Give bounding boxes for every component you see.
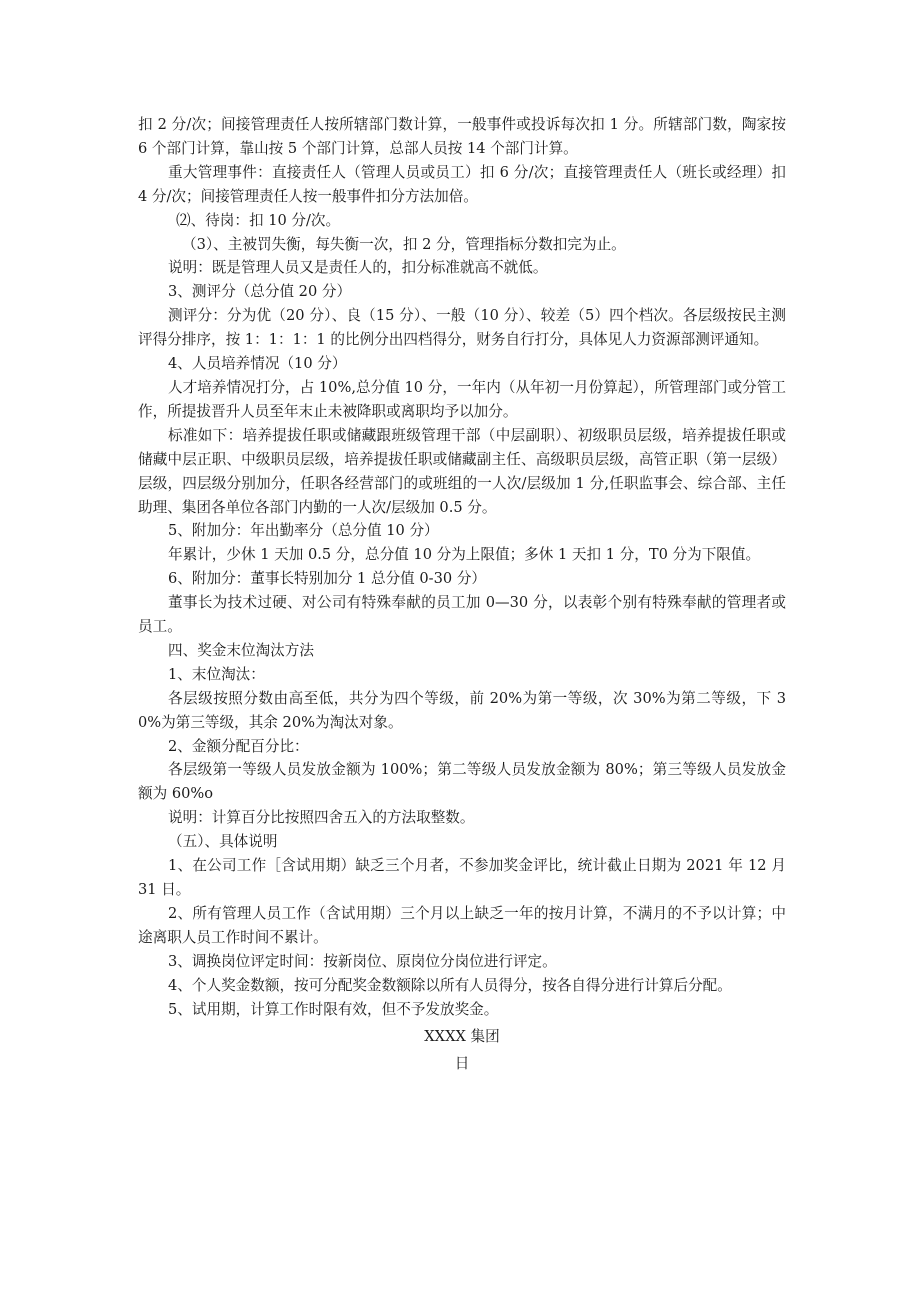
paragraph-note-5: 5、试用期，计算工作时限有效，但不予发放奖金。 xyxy=(168,1000,499,1018)
heading-specific-notes: （五）、具体说明 xyxy=(168,833,278,851)
paragraph-standby: ⑵、待岗：扣 10 分/次。 xyxy=(176,211,341,229)
paragraph-note-3: 3、调换岗位评定时间：按新岗位、原岗位分岗位进行评定。 xyxy=(168,952,557,970)
paragraph-evaluation-score: 测评分：分为优（20 分）、良（15 分）、一般（10 分）、较差（5）四个档次。各层级按民主测评得分排序，按 1：1：1：1 的比例分出四档得分，财务自行打分，具体见人力资源部测评通知。 xyxy=(138,307,786,349)
paragraph-grade-distribution: 各层级按照分数由高至低，共分为四个等级，前 20%为第一等级，次 30%为第二等级，下 30%为第三等级，其余 20%为淘汰对象。 xyxy=(138,689,786,731)
paragraph-note-2: 2、所有管理人员工作（含试用期）三个月以上缺乏一年的按月计算，不满月的不予以计算；中途离职人员工作时间不累计。 xyxy=(138,904,786,946)
heading-amount-percentage: 2、金额分配百分比： xyxy=(168,737,309,755)
heading-elimination-method: 四、奖金末位淘汰方法 xyxy=(168,641,314,659)
paragraph-talent-training: 人才培养情况打分，占 10%,总分值 10 分，一年内（从年初一月份算起），所管理部门或分管工作，所提拔晋升人员至年末止未被降职或离职均予以加分。 xyxy=(138,378,786,420)
paragraph-note-4: 4、个人奖金数额，按可分配奖金数额除以所有人员得分，按各自得分进行计算后分配。 xyxy=(168,976,732,994)
paragraph-chairman-bonus: 董事长为技术过硬、对公司有特殊奉献的员工加 0—30 分，以表彰个别有特殊奉献的管理者或员工。 xyxy=(138,594,786,636)
document-body xyxy=(138,113,786,1077)
heading-chairman-bonus: 6、附加分：董事长特别加分 1 总分值 0-30 分） xyxy=(168,570,487,588)
paragraph-training-standard: 标准如下：培养提拔任职或储藏跟班级管理干部（中层副职）、初级职员层级，培养提拔任职或储藏中层正职、中级职员层级，培养提拔任职或储藏副主任、高级职员层级，高管正职（第一层级）层级，四层级分别加分，任职各经营部门的或班组的一人次/层级加 1 分,任职监事会、综合部、主任助理、集团各单位各部门内勤的一人次/层级加 0.5 分。 xyxy=(138,426,786,516)
heading-evaluation-score: 3、测评分（总分值 20 分） xyxy=(168,283,352,301)
paragraph-note-1: 1、在公司工作［含试用期）缺乏三个月者，不参加奖金评比，统计截止日期为 2021 年 12 月 31 日。 xyxy=(138,857,786,898)
paragraph-attendance-bonus: 年累计，少休 1 天加 0.5 分，总分值 10 分为上限值；多休 1 天扣 1 分，T0 分为下限值。 xyxy=(168,546,761,564)
heading-last-place-elimination: 1、末位淘汰： xyxy=(168,665,265,683)
paragraph-major-management-event: 重大管理事件：直接责任人（管理人员或员工）扣 6 分/次；直接管理责任人（班长或经理）扣 4 分/次；间接管理责任人按一般事件扣分方法加倍。 xyxy=(138,163,786,205)
heading-staff-training: 4、人员培养情况（10 分） xyxy=(168,355,347,373)
paragraph-reward-penalty-imbalance: （3）、主被罚失衡，每失衡一次，扣 2 分，管理指标分数扣完为止。 xyxy=(182,235,626,253)
paragraph-amount-percentage: 各层级第一等级人员发放金额为 100%；第二等级人员发放金额为 80%；第三等级人员发放金额为 60%o xyxy=(138,761,786,803)
paragraph-rounding-note: 说明：计算百分比按照四舍五入的方法取整数。 xyxy=(168,809,475,827)
heading-attendance-bonus: 5、附加分：年出勤率分（总分值 10 分） xyxy=(168,522,439,540)
paragraph-deduction-continued: 扣 2 分/次；间接管理责任人按所辖部门数计算，一般事件或投诉每次扣 1 分。所辖部门数，陶家按 6 个部门计算，靠山按 5 个部门计算，总部人员按 14 个部门计算。 xyxy=(138,116,786,157)
signature-date: 日 xyxy=(454,1055,470,1073)
paragraph-deduction-note: 说明：既是管理人员又是责任人的，扣分标准就高不就低。 xyxy=(168,259,548,277)
signature-company: XXXX 集团 xyxy=(424,1028,500,1046)
